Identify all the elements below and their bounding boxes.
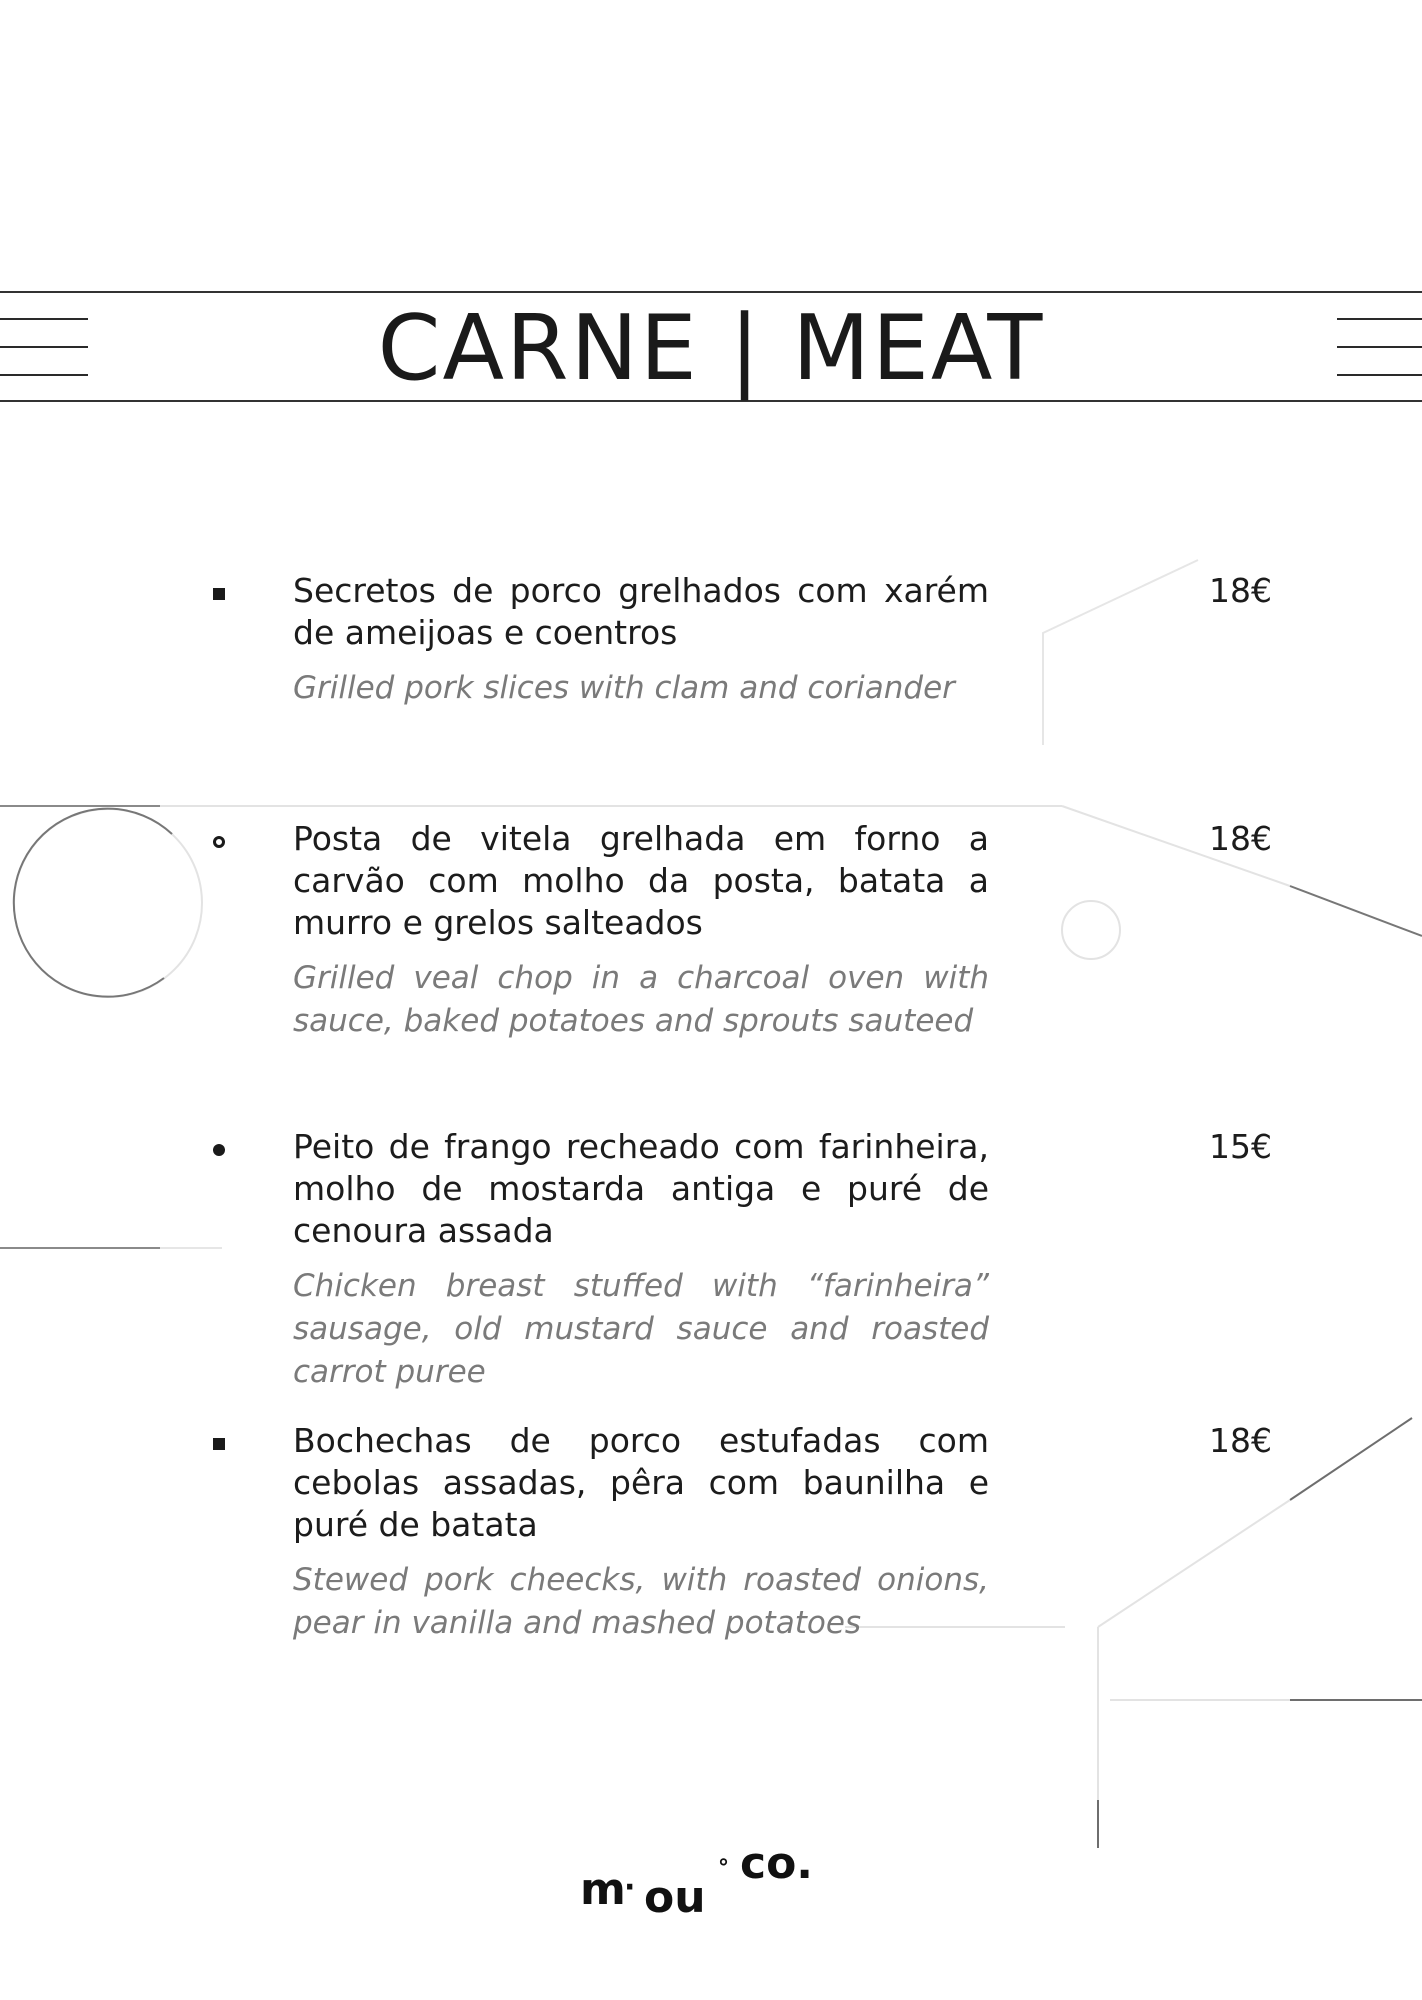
- item-price: 18€: [1209, 1421, 1272, 1460]
- deco-line: [1290, 886, 1422, 936]
- deco-line: [1290, 1418, 1412, 1500]
- brand-logo: [580, 1838, 840, 1922]
- item-price: 15€: [1209, 1127, 1272, 1166]
- square-bullet-icon: [213, 588, 225, 600]
- item-price: 18€: [1209, 819, 1272, 858]
- item-description: Grilled pork slices with clam and coriander: [293, 670, 955, 706]
- item-name: Posta de vitela grelhada em forno a carvão com molho da posta, batata a murro e grelos salteados: [293, 819, 989, 942]
- page-title: CARNE | MEAT: [377, 296, 1045, 401]
- header-rule-top: [0, 291, 1422, 293]
- item-name: Peito de frango recheado com farinheira, molho de mostarda antiga e puré de cenoura assada: [293, 1127, 989, 1250]
- logo-glyph: ou: [644, 1872, 706, 1923]
- dot-bullet-icon: [213, 1144, 225, 1156]
- logo-glyph: °: [718, 1856, 729, 1881]
- square-bullet-icon: [213, 1438, 225, 1450]
- deco-circle: [1062, 901, 1120, 959]
- item-description: Grilled veal chop in a charcoal oven with sauce, baked potatoes and sprouts sauteed: [293, 960, 989, 1039]
- ring-bullet-icon: [213, 836, 225, 848]
- item-description: Stewed pork cheecks, with roasted onions, pear in vanilla and mashed potatoes: [293, 1562, 989, 1641]
- item-name: Bochechas de porco estufadas com cebolas assadas, pêra com baunilha e puré de batata: [293, 1421, 989, 1544]
- item-name: Secretos de porco grelhados com xarém de ameijoas e coentros: [293, 571, 989, 652]
- logo-glyph: m: [580, 1864, 626, 1915]
- deco-arc: [14, 809, 172, 997]
- logo-glyph: ·: [624, 1870, 636, 1905]
- item-price: 18€: [1209, 571, 1272, 610]
- deco-line: [1098, 1500, 1290, 1627]
- deco-line: [1043, 560, 1198, 745]
- logo-glyph: co.: [740, 1838, 814, 1889]
- item-description: Chicken breast stuffed with “farinheira” sausage, old mustard sauce and roasted carrot puree: [293, 1268, 989, 1390]
